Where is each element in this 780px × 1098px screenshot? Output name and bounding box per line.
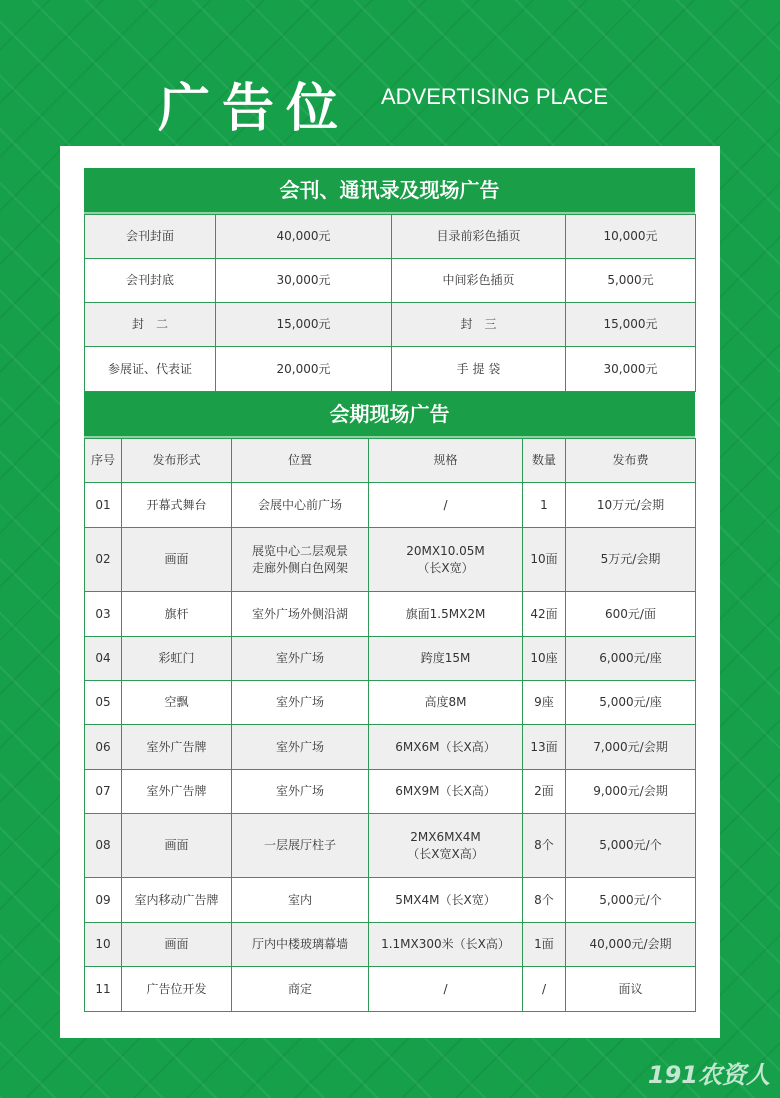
table-cell: 1.1MX300米（长X高） <box>369 923 523 967</box>
table-cell: 室外广场 <box>232 681 369 725</box>
table-cell: 封 二 <box>85 303 216 347</box>
table-cell: 20MX10.05M （长X宽） <box>369 528 523 592</box>
table-cell: 室外广场外侧沿湖 <box>232 592 369 637</box>
column-header: 序号 <box>85 439 122 483</box>
table-cell: 室外广场 <box>232 725 369 770</box>
table-cell: 面议 <box>566 967 696 1012</box>
table-cell: 旗面1.5MX2M <box>369 592 523 637</box>
table-cell: 6MX9M（长X高） <box>369 770 523 814</box>
table-cell: 空飘 <box>122 681 232 725</box>
table-row <box>85 681 696 725</box>
table-cell: 09 <box>85 878 122 923</box>
table-cell: 08 <box>85 814 122 878</box>
column-header: 规格 <box>369 439 523 483</box>
table-cell: 室外广告牌 <box>122 725 232 770</box>
table-cell: 画面 <box>122 814 232 878</box>
table-row <box>85 637 696 681</box>
table-cell: 室内移动广告牌 <box>122 878 232 923</box>
table-cell: 10万元/会期 <box>566 483 696 528</box>
table-row <box>85 923 696 967</box>
table-cell: 目录前彩色插页 <box>392 215 566 259</box>
table-cell: 600元/面 <box>566 592 696 637</box>
table-cell: 20,000元 <box>216 347 392 392</box>
table-cell: 中间彩色插页 <box>392 259 566 303</box>
table-row <box>85 303 696 347</box>
table-row <box>85 592 696 637</box>
watermark-logo: 191农资人 <box>647 1061 770 1089</box>
table-cell: 30,000元 <box>566 347 696 392</box>
table-row <box>85 528 696 592</box>
table-cell: 参展证、代表证 <box>85 347 216 392</box>
table-cell: 室外广告牌 <box>122 770 232 814</box>
table-cell: 旗杆 <box>122 592 232 637</box>
table-row <box>85 878 696 923</box>
table-cell: 9,000元/会期 <box>566 770 696 814</box>
table-cell: 15,000元 <box>566 303 696 347</box>
section-title-publication-ads: 会刊、通讯录及现场广告 <box>84 168 695 214</box>
table-cell: 高度8M <box>369 681 523 725</box>
table-row <box>85 770 696 814</box>
column-header: 位置 <box>232 439 369 483</box>
table-row <box>85 347 696 392</box>
table-cell: 5,000元/座 <box>566 681 696 725</box>
onsite-ads-table <box>84 438 696 1012</box>
table-cell: 9座 <box>523 681 566 725</box>
table-cell: 10座 <box>523 637 566 681</box>
table-cell: 5MX4M（长X宽） <box>369 878 523 923</box>
column-header: 发布费 <box>566 439 696 483</box>
table-cell: 画面 <box>122 923 232 967</box>
table-cell: 会刊封底 <box>85 259 216 303</box>
table-cell: 15,000元 <box>216 303 392 347</box>
section-title-onsite-ads: 会期现场广告 <box>84 392 695 438</box>
table-cell: 11 <box>85 967 122 1012</box>
table-cell: 广告位开发 <box>122 967 232 1012</box>
table-cell: 2面 <box>523 770 566 814</box>
publication-ads-table <box>84 214 696 392</box>
table-row <box>85 215 696 259</box>
table-cell: 室外广场 <box>232 637 369 681</box>
table-cell: 5,000元/个 <box>566 814 696 878</box>
table-cell: 07 <box>85 770 122 814</box>
table-cell: 04 <box>85 637 122 681</box>
table-row <box>85 725 696 770</box>
table-cell: 开幕式舞台 <box>122 483 232 528</box>
table-cell: 7,000元/会期 <box>566 725 696 770</box>
table-cell: 40,000元 <box>216 215 392 259</box>
table-cell: 1 <box>523 483 566 528</box>
table-cell: 室内 <box>232 878 369 923</box>
column-header: 数量 <box>523 439 566 483</box>
table-cell: 30,000元 <box>216 259 392 303</box>
table-cell: 手 提 袋 <box>392 347 566 392</box>
table-cell: / <box>369 967 523 1012</box>
column-header: 发布形式 <box>122 439 232 483</box>
table-cell: 商定 <box>232 967 369 1012</box>
table-header-row <box>85 439 696 483</box>
table-cell: 03 <box>85 592 122 637</box>
table-cell: 5万元/会期 <box>566 528 696 592</box>
table-cell: 8个 <box>523 814 566 878</box>
table-cell: 会展中心前广场 <box>232 483 369 528</box>
table-cell: 10,000元 <box>566 215 696 259</box>
table-cell: 6MX6M（长X高） <box>369 725 523 770</box>
table-cell: 10面 <box>523 528 566 592</box>
table-cell: 1面 <box>523 923 566 967</box>
table-cell: 厅内中楼玻璃幕墙 <box>232 923 369 967</box>
table-cell: / <box>369 483 523 528</box>
table-cell: 封 三 <box>392 303 566 347</box>
table-cell: 6,000元/座 <box>566 637 696 681</box>
page-subtitle: ADVERTISING PLACE <box>381 84 608 109</box>
table-cell: 画面 <box>122 528 232 592</box>
table-cell: 会刊封面 <box>85 215 216 259</box>
table-cell: 06 <box>85 725 122 770</box>
table-cell: 展览中心二层观景 走廊外侧白色网架 <box>232 528 369 592</box>
table-cell: 10 <box>85 923 122 967</box>
table-cell: 一层展厅柱子 <box>232 814 369 878</box>
table-cell: / <box>523 967 566 1012</box>
page-header <box>0 58 780 138</box>
table-cell: 2MX6MX4M （长X宽X高） <box>369 814 523 878</box>
table-cell: 01 <box>85 483 122 528</box>
table-cell: 40,000元/会期 <box>566 923 696 967</box>
table-cell: 8个 <box>523 878 566 923</box>
table-cell: 跨度15M <box>369 637 523 681</box>
table-cell: 02 <box>85 528 122 592</box>
table-cell: 室外广场 <box>232 770 369 814</box>
table-row <box>85 814 696 878</box>
table-cell: 5,000元/个 <box>566 878 696 923</box>
table-cell: 42面 <box>523 592 566 637</box>
table-row <box>85 259 696 303</box>
table-row <box>85 483 696 528</box>
table-row <box>85 967 696 1012</box>
table-cell: 05 <box>85 681 122 725</box>
page-title: 广告位 <box>158 79 351 139</box>
table-cell: 5,000元 <box>566 259 696 303</box>
table-cell: 彩虹门 <box>122 637 232 681</box>
table-cell: 13面 <box>523 725 566 770</box>
